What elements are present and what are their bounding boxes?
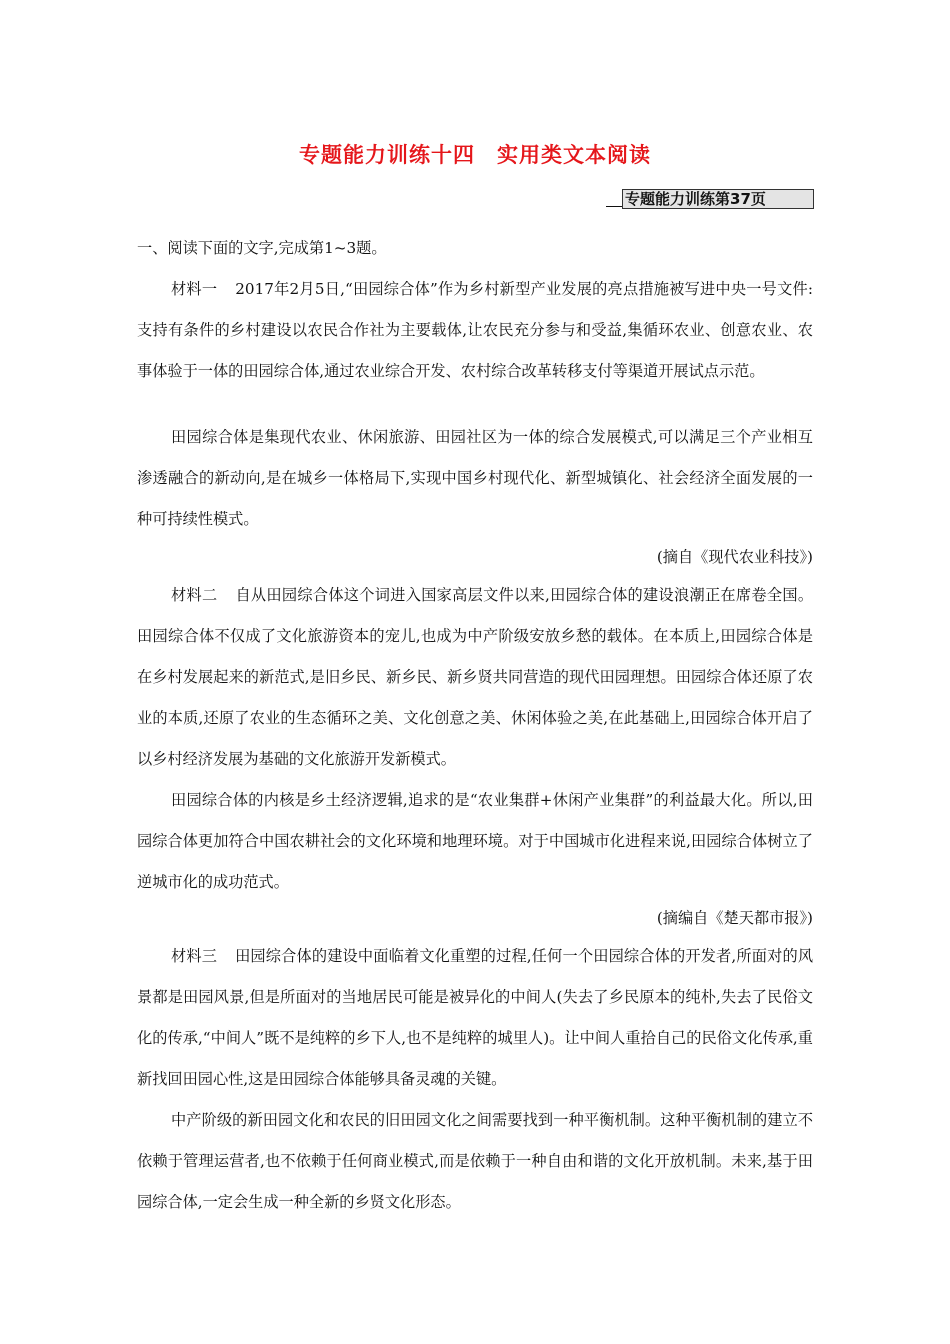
material1-source: (摘自《现代农业科技》) xyxy=(656,548,813,566)
instruction: 一、阅读下面的文字,完成第1~3题。 xyxy=(137,239,387,257)
material2-label: 材料二 xyxy=(171,586,218,604)
material3-paragraph2: 中产阶级的新田园文化和农民的旧田园文化之间需要找到一种平衡机制。这种平衡机制的建立不依赖于管理运营者,也不依赖于任何商业模式,而是依赖于一种自由和谐的文化开放机制。未来,基于田园综合体,一定会生成一种全新的乡贤文化形态。 xyxy=(137,1111,813,1211)
material1-p1-text: 2017年2月5日,“田园综合体”作为乡村新型产业发展的亮点措施被写进中央一号文件:支持有条件的乡村建设以农民合作社为主要载体,让农民充分参与和受益,集循环农业、创意农业、农事体验于一体的田园综合体,通过农业综合开发、农村综合改革转移支付等渠道开展试点示范。 xyxy=(137,280,814,380)
material2-p1-text: 自从田园综合体这个词进入国家高层文件以来,田园综合体的建设浪潮正在席卷全国。田园综合体不仅成了文化旅游资本的宠儿,也成为中产阶级安放乡愁的载体。在本质上,田园综合体是在乡村发展起来的新范式,是旧乡民、新乡民、新乡贤共同营造的现代田园理想。田园综合体还原了农业的本质,还原了农业的生态循环之美、文化创意之美、休闲体验之美,在此基础上,田园综合体开启了以乡村经济发展为基础的文化旅游开发新模式。 xyxy=(137,586,814,768)
material2-source: (摘编自《楚天都市报》) xyxy=(656,909,813,927)
page-title: 专题能力训练十四 实用类文本阅读 xyxy=(299,143,651,167)
material1-label: 材料一 xyxy=(171,280,218,298)
reference-box: 专题能力训练第37页 xyxy=(622,189,814,209)
reference-leader-line xyxy=(606,206,622,207)
material1-paragraph1 xyxy=(137,269,813,392)
material3-label: 材料三 xyxy=(171,947,218,965)
material2-paragraph1 xyxy=(137,575,813,780)
material2-paragraph2: 田园综合体的内核是乡土经济逻辑,追求的是“农业集群+休闲产业集群”的利益最大化。所以,田园综合体更加符合中国农耕社会的文化环境和地理环境。对于中国城市化进程来说,田园综合体树立了逆城市化的成功范式。 xyxy=(137,791,813,891)
material1-paragraph2: 田园综合体是集现代农业、休闲旅游、田园社区为一体的综合发展模式,可以满足三个产业相互渗透融合的新动向,是在城乡一体格局下,实现中国乡村现代化、新型城镇化、社会经济全面发展的一种可持续性模式。 xyxy=(137,428,813,528)
material3-p1-text: 田园综合体的建设中面临着文化重塑的过程,任何一个田园综合体的开发者,所面对的风景都是田园风景,但是所面对的当地居民可能是被异化的中间人(失去了乡民原本的纯朴,失去了民俗文化的传承,“中间人”既不是纯粹的乡下人,也不是纯粹的城里人)。让中间人重拾自己的民俗文化传承,重新找回田园心性,这是田园综合体能够具备灵魂的关键。 xyxy=(137,947,814,1088)
material3-paragraph1 xyxy=(137,936,813,1100)
